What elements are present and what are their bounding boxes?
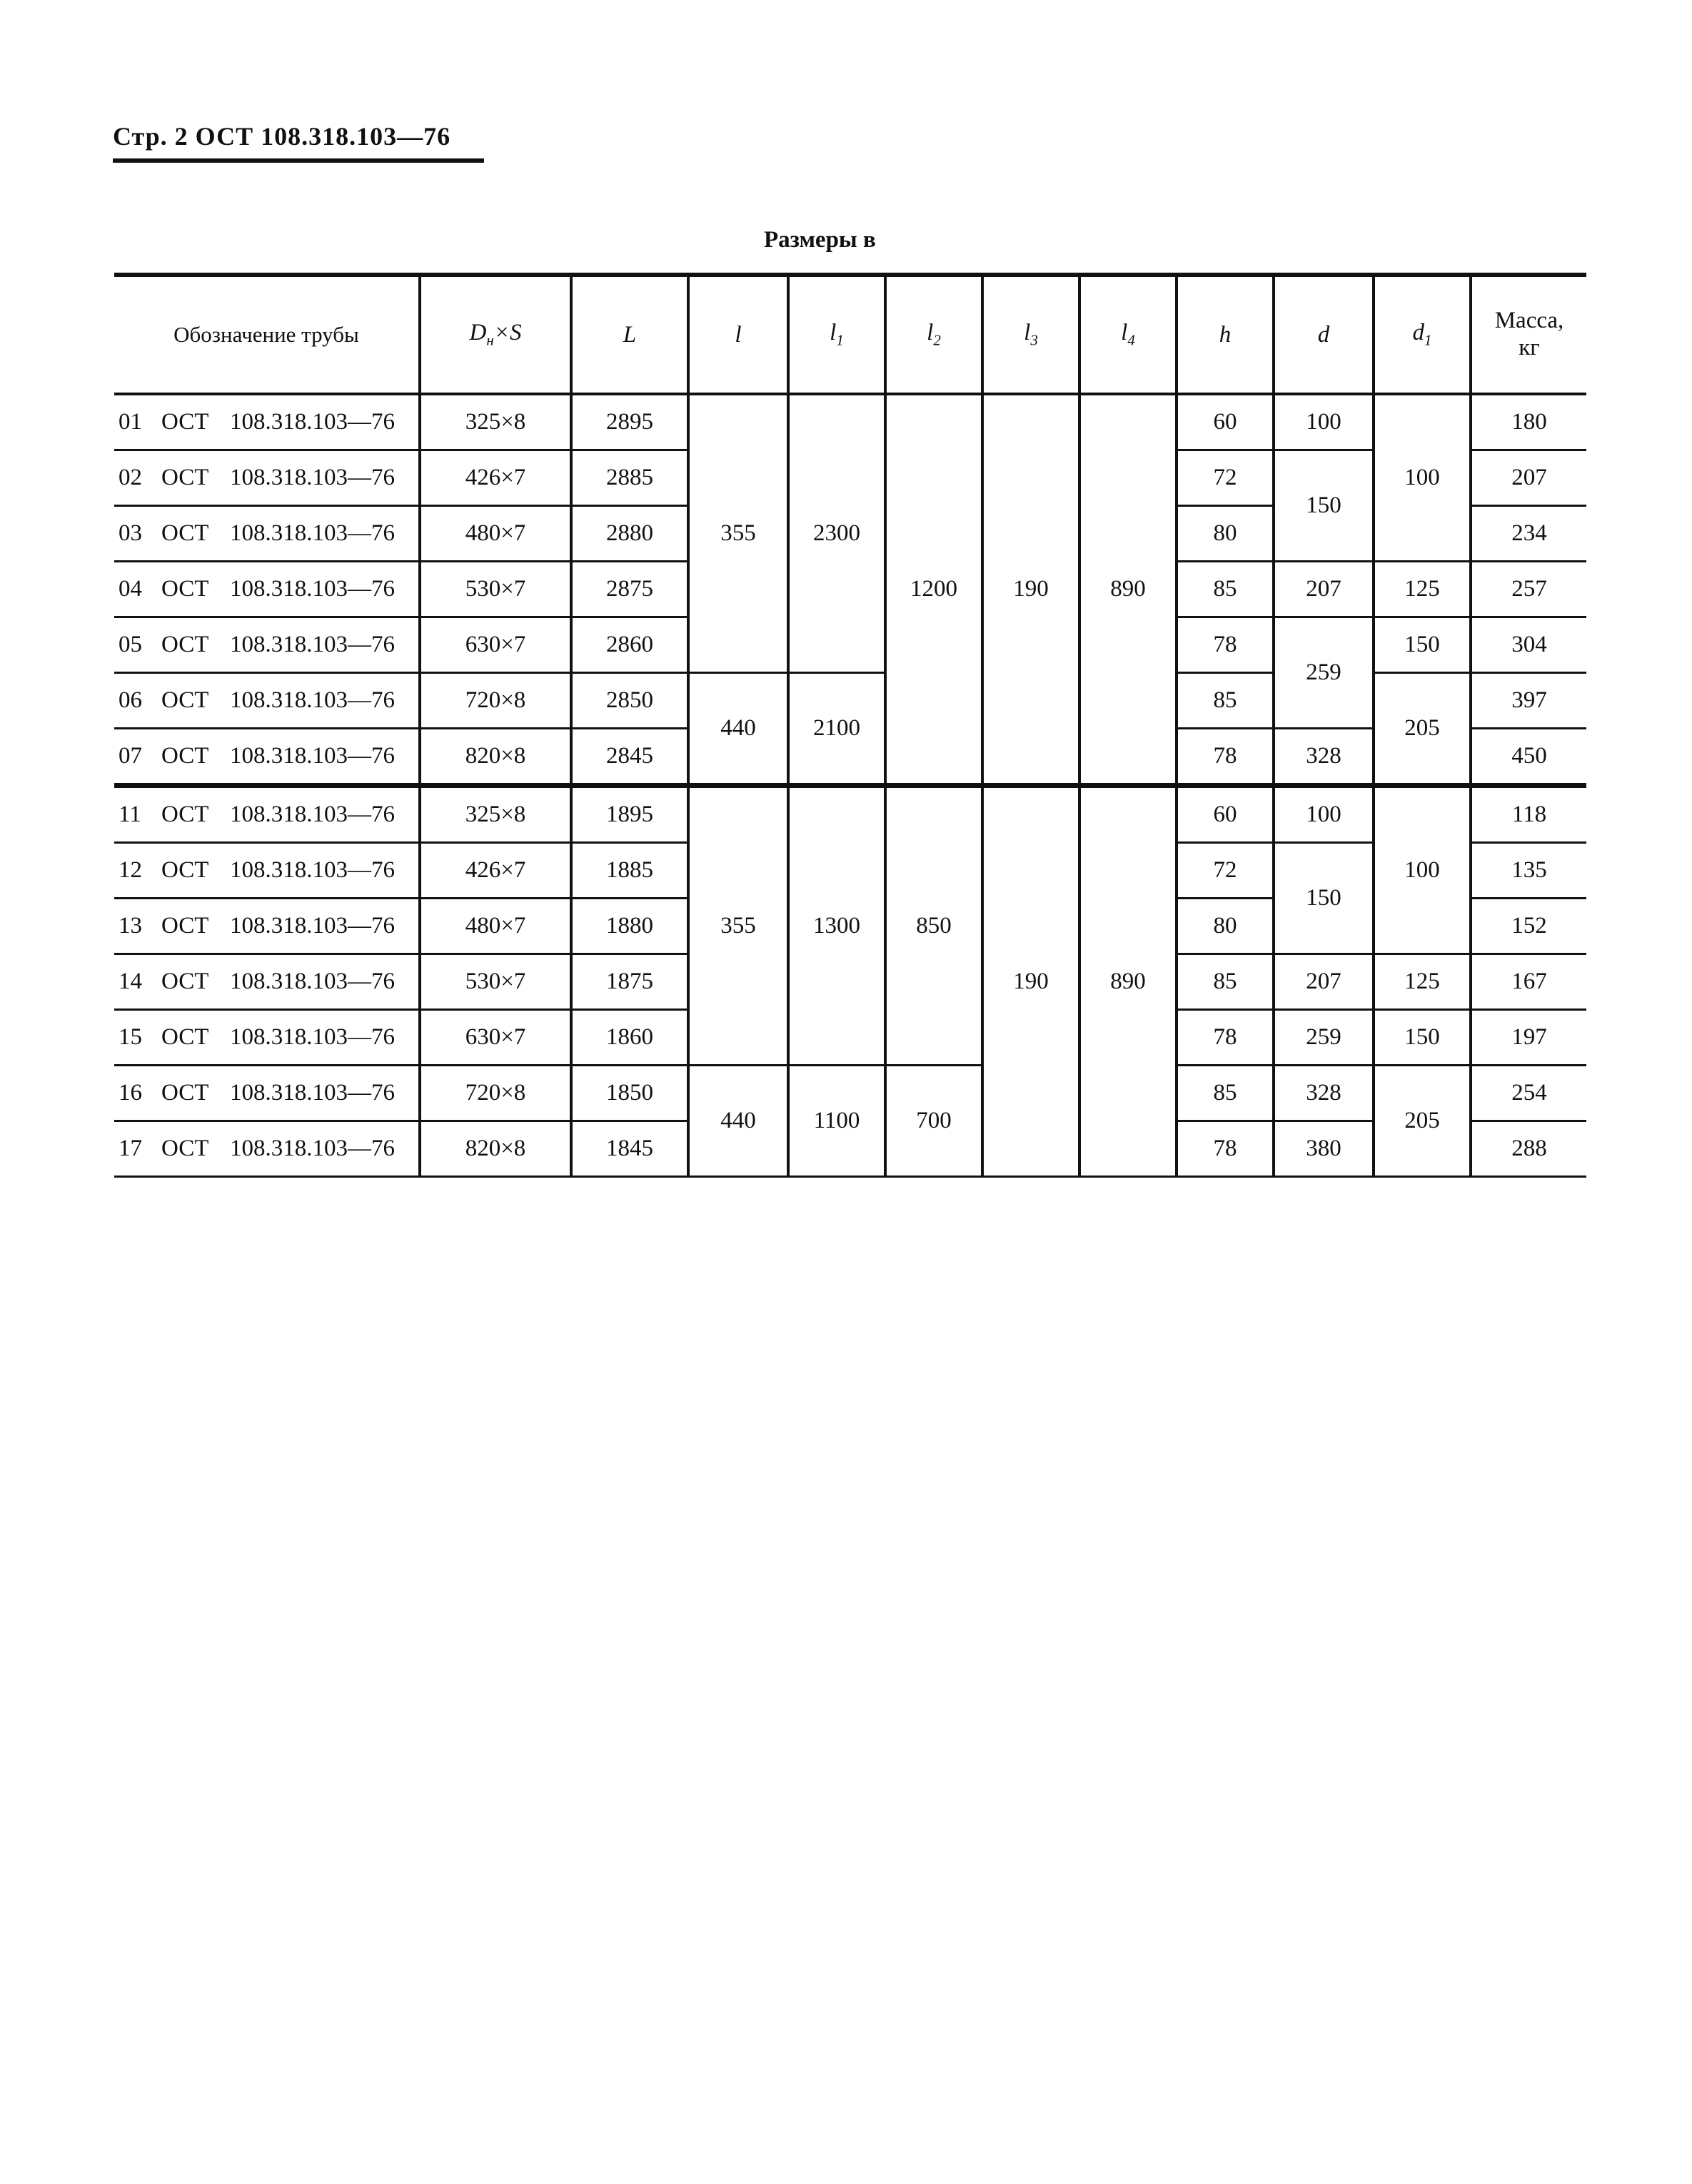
mass-cell: 257 bbox=[1471, 562, 1586, 617]
table-caption: Размеры в bbox=[764, 227, 876, 253]
d-cell: 328 bbox=[1274, 1066, 1374, 1121]
dxs-cell: 325×8 bbox=[420, 786, 571, 843]
h-cell: 80 bbox=[1177, 899, 1274, 954]
col-l2: $l_2$ bbox=[885, 275, 982, 394]
d-cell: 328 bbox=[1274, 729, 1374, 786]
d1-cell: 125 bbox=[1374, 562, 1471, 617]
L-cell: 2885 bbox=[571, 450, 688, 506]
L-cell: 2895 bbox=[571, 394, 688, 450]
col-dxs: $D_н\times S$ bbox=[420, 275, 571, 394]
header-rule bbox=[113, 158, 484, 163]
l1-cell: 1100 bbox=[788, 1066, 885, 1177]
L-cell: 2845 bbox=[571, 729, 688, 786]
L-cell: 1850 bbox=[571, 1066, 688, 1121]
L-cell: 2875 bbox=[571, 562, 688, 617]
col-l3: $l_3$ bbox=[982, 275, 1079, 394]
d1-cell: 150 bbox=[1374, 1010, 1471, 1066]
table-row bbox=[114, 394, 1586, 450]
L-cell: 1845 bbox=[571, 1121, 688, 1177]
d-cell: 150 bbox=[1274, 450, 1374, 562]
h-cell: 85 bbox=[1177, 673, 1274, 729]
d1-cell: 150 bbox=[1374, 617, 1471, 673]
designation-cell: 16 ОСТ 108.318.103—76 bbox=[114, 1066, 420, 1121]
mass-cell: 197 bbox=[1471, 1010, 1586, 1066]
col-l1: $l_1$ bbox=[788, 275, 885, 394]
mass-cell: 254 bbox=[1471, 1066, 1586, 1121]
designation-cell: 17 ОСТ 108.318.103—76 bbox=[114, 1121, 420, 1177]
dxs-cell: 720×8 bbox=[420, 673, 571, 729]
L-cell: 1885 bbox=[571, 843, 688, 899]
L-cell: 2860 bbox=[571, 617, 688, 673]
L-cell: 1875 bbox=[571, 954, 688, 1010]
mass-cell: 207 bbox=[1471, 450, 1586, 506]
dxs-cell: 530×7 bbox=[420, 562, 571, 617]
l2-cell: 700 bbox=[885, 1066, 982, 1177]
l-cell: 355 bbox=[688, 786, 788, 1066]
L-cell: 1860 bbox=[571, 1010, 688, 1066]
col-l: l bbox=[688, 275, 788, 394]
table-row bbox=[114, 1066, 1586, 1121]
d-cell: 259 bbox=[1274, 617, 1374, 729]
designation-cell: 11 ОСТ 108.318.103—76 bbox=[114, 786, 420, 843]
col-d: d bbox=[1274, 275, 1374, 394]
d-cell: 100 bbox=[1274, 786, 1374, 843]
dxs-cell: 426×7 bbox=[420, 450, 571, 506]
d-cell: 380 bbox=[1274, 1121, 1374, 1177]
d-cell: 207 bbox=[1274, 954, 1374, 1010]
designation-cell: 13 ОСТ 108.318.103—76 bbox=[114, 899, 420, 954]
col-designation: Обозначение трубы bbox=[114, 275, 420, 394]
l1-cell: 2100 bbox=[788, 673, 885, 786]
dxs-cell: 820×8 bbox=[420, 1121, 571, 1177]
designation-cell: 05 ОСТ 108.318.103—76 bbox=[114, 617, 420, 673]
dxs-cell: 480×7 bbox=[420, 506, 571, 562]
mass-cell: 450 bbox=[1471, 729, 1586, 786]
dxs-cell: 530×7 bbox=[420, 954, 571, 1010]
h-cell: 60 bbox=[1177, 394, 1274, 450]
d1-cell: 100 bbox=[1374, 786, 1471, 954]
h-cell: 85 bbox=[1177, 562, 1274, 617]
designation-cell: 14 ОСТ 108.318.103—76 bbox=[114, 954, 420, 1010]
col-L: L bbox=[571, 275, 688, 394]
mass-cell: 167 bbox=[1471, 954, 1586, 1010]
l3-cell: 190 bbox=[982, 786, 1079, 1177]
mass-cell: 288 bbox=[1471, 1121, 1586, 1177]
h-cell: 85 bbox=[1177, 1066, 1274, 1121]
mass-cell: 304 bbox=[1471, 617, 1586, 673]
L-cell: 2850 bbox=[571, 673, 688, 729]
L-cell: 1895 bbox=[571, 786, 688, 843]
l4-cell: 890 bbox=[1079, 786, 1177, 1177]
l3-cell: 190 bbox=[982, 394, 1079, 786]
dxs-cell: 325×8 bbox=[420, 394, 571, 450]
dxs-cell: 426×7 bbox=[420, 843, 571, 899]
l2-cell: 1200 bbox=[885, 394, 982, 786]
h-cell: 80 bbox=[1177, 506, 1274, 562]
pipe-dimensions-table bbox=[114, 273, 1586, 1178]
l4-cell: 890 bbox=[1079, 394, 1177, 786]
mass-cell: 152 bbox=[1471, 899, 1586, 954]
l-cell: 440 bbox=[688, 1066, 788, 1177]
d-cell: 150 bbox=[1274, 843, 1374, 954]
d1-cell: 205 bbox=[1374, 1066, 1471, 1177]
h-cell: 78 bbox=[1177, 617, 1274, 673]
col-l4: $l_4$ bbox=[1079, 275, 1177, 394]
dxs-cell: 630×7 bbox=[420, 617, 571, 673]
designation-cell: 04 ОСТ 108.318.103—76 bbox=[114, 562, 420, 617]
h-cell: 85 bbox=[1177, 954, 1274, 1010]
h-cell: 72 bbox=[1177, 843, 1274, 899]
dxs-cell: 630×7 bbox=[420, 1010, 571, 1066]
mass-cell: 397 bbox=[1471, 673, 1586, 729]
designation-cell: 06 ОСТ 108.318.103—76 bbox=[114, 673, 420, 729]
designation-cell: 12 ОСТ 108.318.103—76 bbox=[114, 843, 420, 899]
table-row bbox=[114, 786, 1586, 843]
L-cell: 1880 bbox=[571, 899, 688, 954]
h-cell: 72 bbox=[1177, 450, 1274, 506]
L-cell: 2880 bbox=[571, 506, 688, 562]
l1-cell: 1300 bbox=[788, 786, 885, 1066]
mass-cell: 135 bbox=[1471, 843, 1586, 899]
l2-cell: 850 bbox=[885, 786, 982, 1066]
col-mass: Масса, кг bbox=[1471, 275, 1586, 394]
dxs-cell: 720×8 bbox=[420, 1066, 571, 1121]
mass-cell: 118 bbox=[1471, 786, 1586, 843]
col-h: h bbox=[1177, 275, 1274, 394]
l-cell: 355 bbox=[688, 394, 788, 673]
d1-cell: 125 bbox=[1374, 954, 1471, 1010]
mass-cell: 180 bbox=[1471, 394, 1586, 450]
designation-cell: 01 ОСТ 108.318.103—76 bbox=[114, 394, 420, 450]
h-cell: 78 bbox=[1177, 1121, 1274, 1177]
d-cell: 259 bbox=[1274, 1010, 1374, 1066]
page-header: Стр. 2 ОСТ 108.318.103—76 bbox=[113, 122, 451, 151]
l-cell: 440 bbox=[688, 673, 788, 786]
l1-cell: 2300 bbox=[788, 394, 885, 673]
col-d1: $d_1$ bbox=[1374, 275, 1471, 394]
d1-cell: 100 bbox=[1374, 394, 1471, 562]
d-cell: 100 bbox=[1274, 394, 1374, 450]
h-cell: 60 bbox=[1177, 786, 1274, 843]
mass-cell: 234 bbox=[1471, 506, 1586, 562]
designation-cell: 15 ОСТ 108.318.103—76 bbox=[114, 1010, 420, 1066]
d1-cell: 205 bbox=[1374, 673, 1471, 786]
h-cell: 78 bbox=[1177, 729, 1274, 786]
header-row bbox=[114, 275, 1586, 394]
d-cell: 207 bbox=[1274, 562, 1374, 617]
h-cell: 78 bbox=[1177, 1010, 1274, 1066]
designation-cell: 02 ОСТ 108.318.103—76 bbox=[114, 450, 420, 506]
designation-cell: 07 ОСТ 108.318.103—76 bbox=[114, 729, 420, 786]
dxs-cell: 480×7 bbox=[420, 899, 571, 954]
dxs-cell: 820×8 bbox=[420, 729, 571, 786]
designation-cell: 03 ОСТ 108.318.103—76 bbox=[114, 506, 420, 562]
